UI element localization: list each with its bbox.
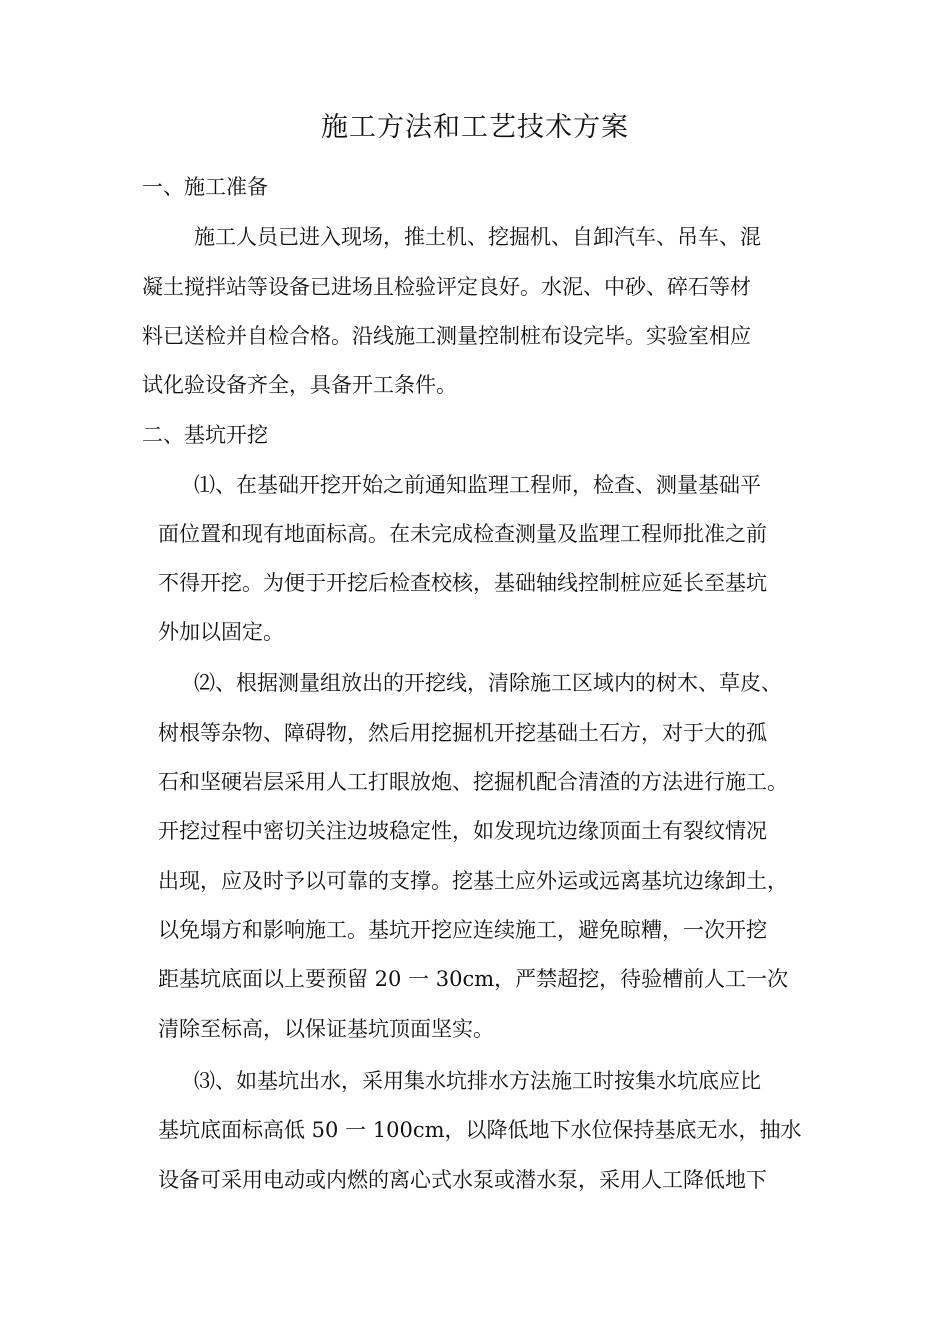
document-title: 施工方法和工艺技术方案 bbox=[321, 112, 629, 143]
paragraph-line: ⑵、根据测量组放出的开挖线，清除施工区域内的树木、草皮、 bbox=[194, 671, 782, 695]
section-heading-excavation: 二、基坑开挖 bbox=[142, 423, 268, 447]
paragraph-line: 距基坑底面以上要预留 20 一 30cm，严禁超挖，待验槽前人工一次 bbox=[158, 967, 789, 991]
paragraph-line: 基坑底面标高低 50 一 100cm，以降低地下水位保持基底无水，抽水 bbox=[158, 1118, 802, 1142]
paragraph-line: 树根等杂物、障碍物，然后用挖掘机开挖基础土石方，对于大的孤 bbox=[158, 721, 767, 745]
paragraph-line: 设备可采用电动或内燃的离心式水泵或潜水泵，采用人工降低地下 bbox=[158, 1168, 767, 1192]
paragraph-line: 试化验设备齐全，具备开工条件。 bbox=[142, 373, 457, 397]
paragraph-line: 出现，应及时予以可靠的支撑。挖基土应外运或远离基坑边缘卸土， bbox=[158, 869, 788, 893]
paragraph-line: 外加以固定。 bbox=[158, 620, 284, 644]
section-heading-preparation: 一、施工准备 bbox=[142, 175, 268, 199]
paragraph-line: 开挖过程中密切关注边坡稳定性，如发现坑边缘顶面土有裂纹情况 bbox=[158, 819, 767, 843]
paragraph-line: 施工人员已进入现场，推土机、挖掘机、自卸汽车、吊车、混 bbox=[194, 225, 761, 249]
paragraph-line: 清除至标高，以保证基坑顶面坚实。 bbox=[158, 1017, 494, 1041]
paragraph-line: 凝土搅拌站等设备已进场且检验评定良好。水泥、中砂、碎石等材 bbox=[142, 275, 751, 299]
paragraph-line: ⑴、在基础开挖开始之前通知监理工程师，检查、测量基础平 bbox=[194, 473, 761, 497]
paragraph-line: 面位置和现有地面标高。在未完成检查测量及监理工程师批准之前 bbox=[158, 522, 767, 546]
paragraph-line: 料已送检并自检合格。沿线施工测量控制桩布设完毕。实验室相应 bbox=[142, 324, 751, 348]
paragraph-line: 不得开挖。为便于开挖后检查校核，基础轴线控制桩应延长至基坑 bbox=[158, 571, 767, 595]
paragraph-line: ⑶、如基坑出水，采用集水坑排水方法施工时按集水坑底应比 bbox=[194, 1069, 761, 1093]
paragraph-line: 以免塌方和影响施工。基坑开挖应连续施工，避免晾糟，一次开挖 bbox=[158, 918, 767, 942]
paragraph-line: 石和坚硬岩层采用人工打眼放炮、挖掘机配合清渣的方法进行施工。 bbox=[158, 770, 788, 794]
